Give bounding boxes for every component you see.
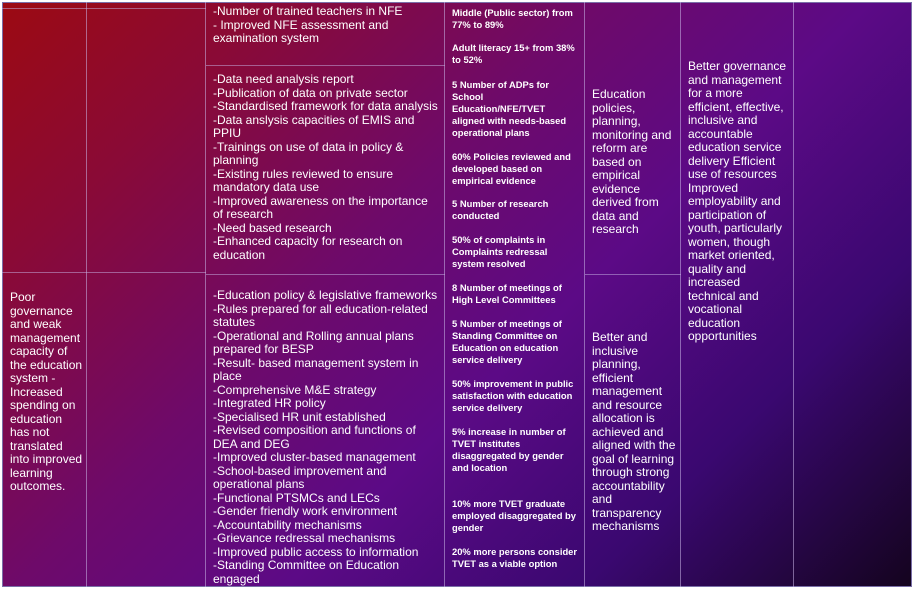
row-divider <box>206 274 445 275</box>
activity-item: -Specialised HR unit established <box>213 409 386 424</box>
activity-item: -Grievance redressal mechanisms <box>213 531 396 545</box>
activity-item: -Existing rules reviewed to ensure mandatory data use <box>213 166 394 194</box>
activity-item: -Improved cluster-based management <box>213 450 416 464</box>
activity-item: -Standardised framework for data analysis <box>213 99 438 113</box>
activity-item: -Gender friendly work environment <box>213 504 398 518</box>
indicator-text: 8 Number of meetings of High Level Committees <box>452 282 562 305</box>
indicator-text: 5 Number of ADPs for School Education/NFE/TVET aligned with needs-based operational plans <box>452 79 567 138</box>
indicator-text: Adult literacy 15+ from 38% to 52% <box>452 42 575 65</box>
activity-item: -Data need analysis report <box>213 72 354 86</box>
outcome-text: Better and inclusive planning, efficient management and resource allocation is achieved and aligned with the goal of learning through strong accountability and transparency mechanisms <box>592 330 676 533</box>
col-last <box>794 2 912 587</box>
activity-item: -Revised composition and functions of DEA and DEG <box>213 423 416 451</box>
activity-item: -Need based research <box>213 220 332 235</box>
activity-item: -Data anslysis capacities of EMIS and PPIU <box>213 112 415 140</box>
indicator-text: 50% improvement in public satisfaction with education service delivery <box>452 378 574 413</box>
activities-bottom <box>213 289 441 586</box>
activity-item: -Number of trained teachers in NFE <box>213 4 403 18</box>
indicator-text: Middle (Public sector) from 77% to 89% <box>452 7 573 30</box>
activity-item: -Improved awareness on the importance of research <box>213 193 428 221</box>
row-divider <box>2 8 206 9</box>
activity-item: -Functional PTSMCs and LECs <box>213 490 380 505</box>
activity-item: -Rules prepared for all education-related statutes <box>213 301 428 329</box>
activity-item: -Operational and Rolling annual plans prepared for BESP <box>213 328 414 356</box>
activities-middle <box>213 73 441 262</box>
indicator-text: 20% more persons consider TVET as a viable option <box>452 546 578 569</box>
outcome-text: Education policies, planning, monitoring and reform are based on empirical evidence derived from data and research <box>592 87 672 236</box>
col-empty <box>87 2 206 587</box>
indicator-text: 5% increase in number of TVET institutes disaggregated by gender and location <box>452 426 566 473</box>
indicator-text: 50% of complaints in Complaints redressal system resolved <box>452 234 548 269</box>
activity-item: - Improved NFE assessment and examination system <box>213 17 389 45</box>
activities-top <box>213 5 441 46</box>
activity-item: -Improved public access to information <box>213 544 419 559</box>
activity-item: -Publication of data on private sector <box>213 85 408 100</box>
activity-item: -Standing Committee on Education engaged <box>213 558 400 586</box>
activity-item: -Trainings on use of data in policy & planning <box>213 139 404 167</box>
results-framework-table <box>2 2 912 587</box>
row-divider <box>2 272 206 273</box>
indicator-text: 10% more TVET graduate employed disaggregated by gender <box>452 498 576 533</box>
problem-statement: Poor governance and weak management capacity of the education system - Increased spending on education has not translated into improved learning outcomes. <box>10 290 83 493</box>
row-divider <box>206 65 445 66</box>
activity-item: -Comprehensive M&E strategy <box>213 382 377 397</box>
indicator-text: 60% Policies reviewed and developed based on empirical evidence <box>452 151 571 186</box>
activity-item: -School-based improvement and operational plans <box>213 463 387 491</box>
activity-item: -Education policy & legislative frameworks <box>213 288 438 302</box>
activity-item: -Integrated HR policy <box>213 396 326 410</box>
activity-item: -Enhanced capacity for research on education <box>213 234 403 262</box>
indicator-text: 5 Number of research conducted <box>452 198 549 221</box>
activity-item: -Result- based management system in place <box>213 355 419 383</box>
activity-item: -Accountability mechanisms <box>213 517 362 532</box>
indicator-text: 5 Number of meetings of Standing Committee on Education on education service delivery <box>452 318 562 365</box>
row-divider <box>585 274 681 275</box>
impact-text: Better governance and management for a more efficient, effective, inclusive and accountable education service delivery Efficient use of resources Improved employability and participation of youth, particularly women, though market oriented, quality and increased technical and vocational education opportunities <box>688 59 787 343</box>
